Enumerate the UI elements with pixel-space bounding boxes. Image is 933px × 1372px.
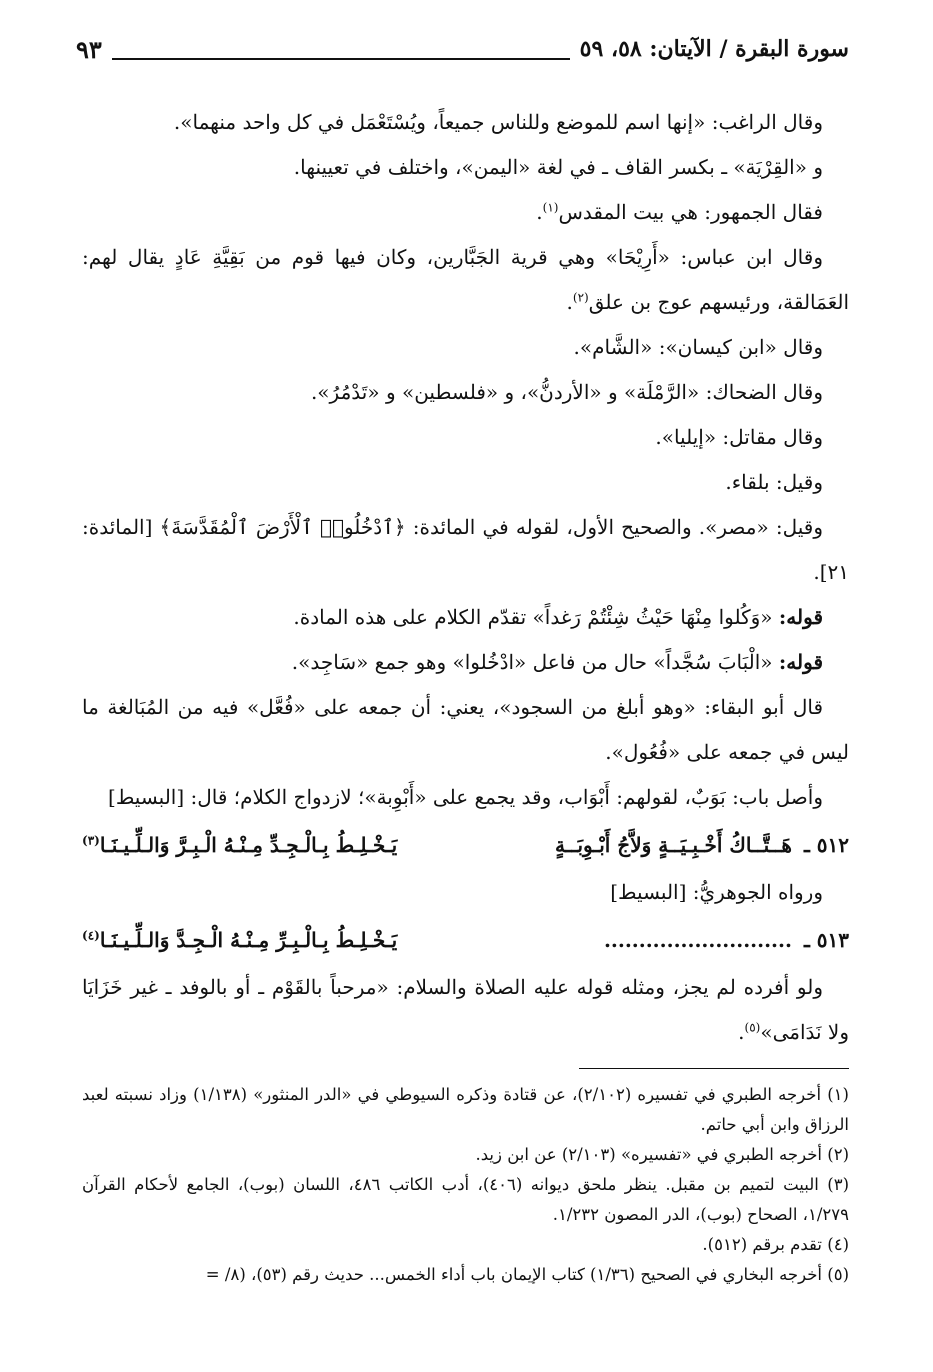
running-header <box>76 30 849 68</box>
verse-second-hemistich <box>82 918 437 963</box>
qawluhu-label: قوله: <box>778 605 823 629</box>
footnote: (٤) تقدم برقم (٥١٢). <box>702 1235 849 1254</box>
header-rule <box>112 38 570 60</box>
qawluhu-label: قوله: <box>778 650 823 674</box>
footnote-ref[interactable]: (٤) <box>82 927 100 942</box>
verse-second-hemistich <box>82 823 437 868</box>
paragraph <box>82 190 849 235</box>
paragraph-text: ولو أفرده لم يجز، ومثله قوله عليه الصلاة والسلام: «مرحباً بالقَوْم ـ أو بالوفد ـ غير خَزَايَا ولا نَدَامَى» <box>82 975 849 1044</box>
paragraph: وقال الضحاك: «الرَّمْلَة» و «الأردنُّ»، و «فلسطين» و «تَدْمُرُ». <box>310 380 823 404</box>
punctuation: . <box>566 290 573 314</box>
paragraph-text: «وَكُلوا مِنْهَا حَيْثُ شِئْتُمْ رَغداً» تقدّم الكلام على هذه المادة. <box>293 605 779 629</box>
verse-text: يَـخْـلِـطُ بِـالْـبِـرِّ مِـنْـهُ الْـجِـدَّ وَالـلِّـيـنَـا <box>99 927 398 952</box>
paragraph: و «القِرْيَة» ـ بكسر القاف ـ في لغة «اليمن»، واختلف في تعيينها. <box>293 155 823 179</box>
running-title: سورة البقرة / الآيتان: ٥٨، ٥٩ <box>579 36 849 62</box>
verse-first-hemistich: هَــتَّــاكُ أَخْـبِـيَــةٍ وَلاَّجُ أَبْـوِبَــةٍ <box>555 832 792 857</box>
footnote-ref[interactable]: (٥) <box>744 1020 761 1035</box>
footnote: (١) أخرجه الطبري في تفسيره (٢/١٠٢)، عن قتادة وذكره السيوطي في «الدر المنثور» (١/١٣٨) وزاد نسبته لعبد الرزاق وابن أبي حاتم. <box>82 1085 849 1134</box>
verse-number: ٥١٣ ـ <box>803 927 849 952</box>
paragraph: ورواه الجوهريُّ: [البسيط] <box>610 880 823 904</box>
main-text <box>82 100 849 1055</box>
footnote: (٢) أخرجه الطبري في «تفسيره» (٢/١٠٣) عن ابن زيد. <box>475 1145 849 1164</box>
paragraph-text: وقال ابن عباس: «أَرِيْحَا» وهي قرية الجَبَّارين، وكان فيها قوم من بَقِيَّةِ عَادٍ يقال لهم: العَمَالقة، ورئيسهم عوج بن علق <box>82 245 849 314</box>
paragraph <box>82 640 849 685</box>
paragraph: وقيل: بلقاء. <box>725 470 823 494</box>
paragraph-text: «الْبَابَ سُجَّداً» حال من فاعل «ادْخُلوا» وهو جمع «سَاجِد». <box>291 650 779 674</box>
punctuation: . <box>536 200 543 224</box>
paragraph: وأصل باب: بَوَبٌ، لقولهم: أَبْوَاب، وقد يجمع على «أَبْوِبة»؛ لازدواج الكلام؛ قال: [البسيط] <box>108 785 823 809</box>
verse-number: ٥١٢ ـ <box>803 832 849 857</box>
footnote: (٥) أخرجه البخاري في الصحيح (١/٣٦) كتاب الإيمان باب أداء الخمس... حديث رقم (٥٣)، (٨/ = <box>205 1265 849 1284</box>
poetry-verse <box>82 820 849 870</box>
page-number: ٩٣ <box>76 34 102 64</box>
paragraph: وقال مقاتل: «إيليا». <box>655 425 823 449</box>
paragraph: قال أبو البقاء: «وهو أبلغ من السجود»، يعني: أن جمعه على «فُعَّل» فيه من المُبَالغة ما ليس في جمعه على «فُعُول». <box>82 695 849 764</box>
verse-first-hemistich-elided: ........................... <box>603 927 792 952</box>
footnote-separator <box>579 1068 849 1069</box>
footnote-ref[interactable]: (١) <box>542 200 559 215</box>
paragraph <box>82 235 849 325</box>
paragraph: وقال «ابن كيسان»: «الشَّام». <box>573 335 823 359</box>
paragraph-text: فقال الجمهور: هي بيت المقدس <box>558 200 823 224</box>
paragraph <box>82 595 849 640</box>
verse-text: يَـخْـلِـطُ بِـالْـجِـدِّ مِـنْـهُ الْـبِـرَّ وَالـلِّـيـنَـا <box>99 832 398 857</box>
paragraph <box>82 965 849 1055</box>
paragraph: وقال الراغب: «إنها اسم للموضع وللناس جميعاً، ويُسْتَعْمَل في كل واحد منهما». <box>173 110 823 134</box>
footnote-ref[interactable]: (٢) <box>572 290 589 305</box>
poetry-verse <box>82 915 849 965</box>
footnote-ref[interactable]: (٣) <box>82 832 100 847</box>
footnotes <box>82 1080 849 1290</box>
paragraph: وقيل: «مصر». والصحيح الأول، لقوله في المائدة: ﴿ٱدْخُلُوا۟ ٱلْأَرْضَ ٱلْمُقَدَّسَةَ﴾ [المائدة: ٢١]. <box>82 515 849 584</box>
footnote: (٣) البيت لتميم بن مقبل. ينظر ملحق ديوانه (٤٠٦)، أدب الكاتب ٤٨٦، اللسان (بوب)، الجامع لأحكام القرآن ١/٢٧٩، الصحاح (بوب)، الدر المصون ١/٢٣٢. <box>82 1175 849 1224</box>
punctuation: . <box>738 1020 745 1044</box>
